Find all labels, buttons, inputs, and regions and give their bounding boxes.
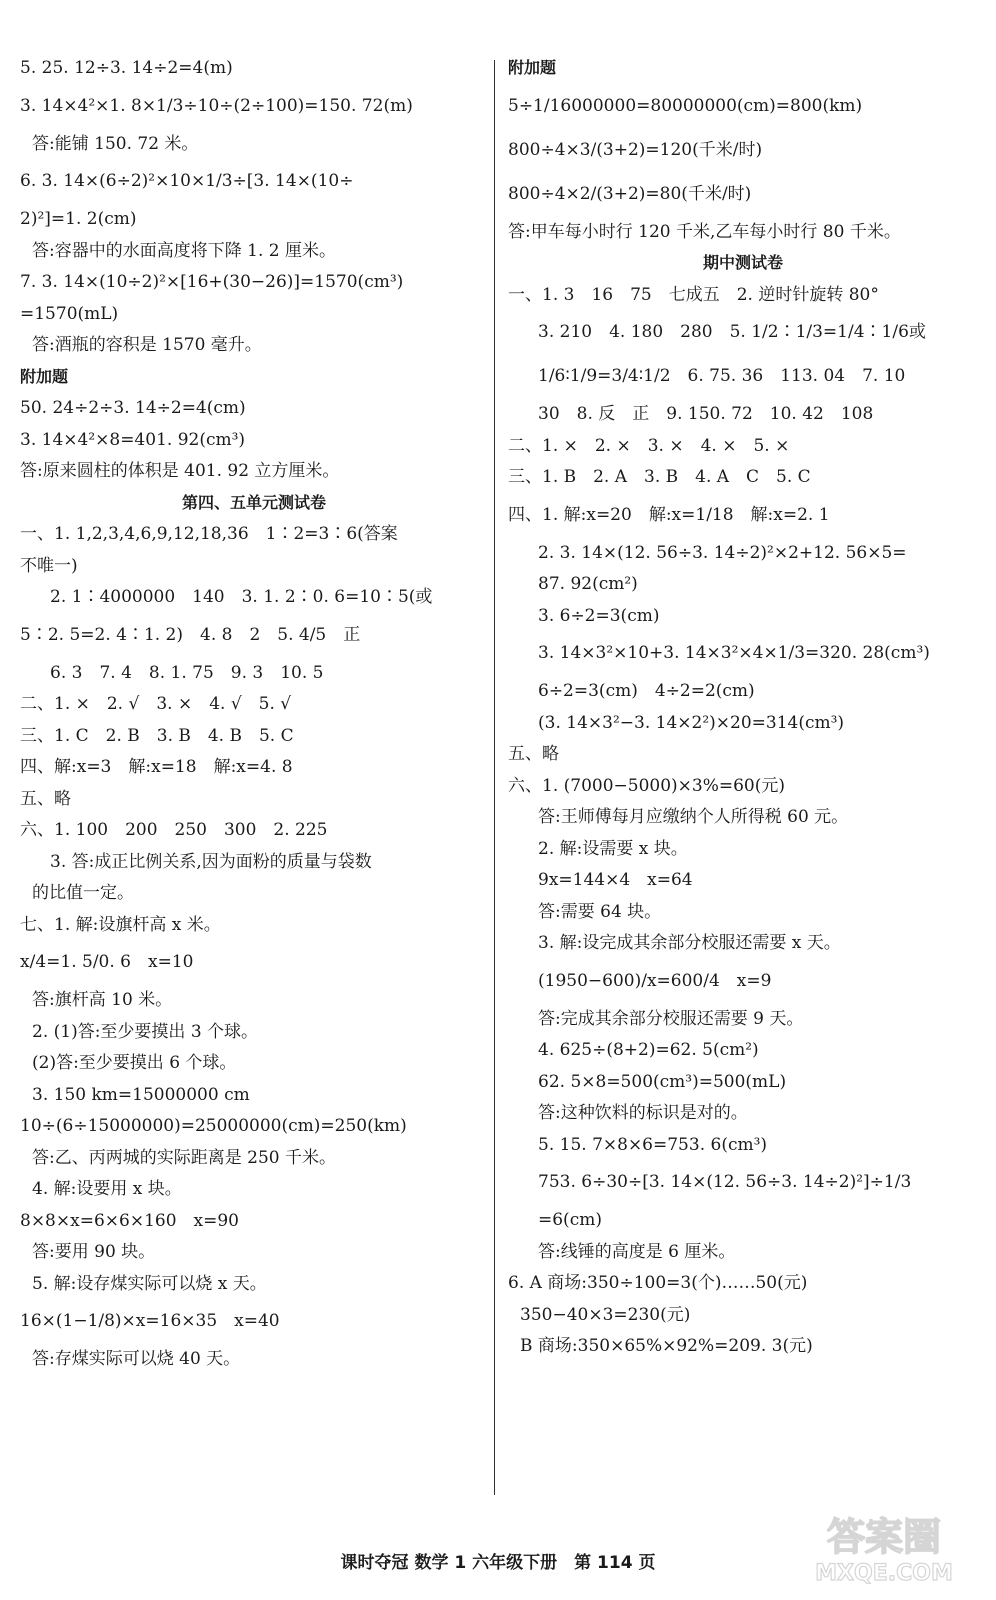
answer-line: 3. 210 4. 180 280 5. 1/2∶1/3=1/4∶1/6或 [538,322,926,342]
right-column [508,52,978,1362]
answer-line: 答:存煤实际可以烧 40 天。 [32,1349,241,1369]
answer-line: 50. 24÷2÷3. 14÷2=4(cm) [20,398,246,418]
watermark-logo [784,1506,984,1586]
answer-line: 一、1. 3 16 75 七成五 2. 逆时针旋转 80° [508,284,879,305]
answer-line: 2)²]=1. 2(cm) [20,209,137,229]
answer-line: 87. 92(cm²) [538,574,638,594]
answer-line: 的比值一定。 [32,883,134,903]
answer-line: 五、略 [20,788,71,809]
answer-line: 3. 14×4²×8=401. 92(cm³) [20,429,246,450]
answer-line: 2. 3. 14×(12. 56÷3. 14÷2)²×2+12. 56×5= [538,542,907,563]
column-divider [494,60,495,1495]
answer-line: 4. 625÷(8+2)=62. 5(cm²) [538,1040,759,1060]
answer-line: 二、1. × 2. × 3. × 4. × 5. × [508,435,790,456]
answer-line: 800÷4×3/(3+2)=120(千米/时) [508,139,763,160]
answer-line: 答:酒瓶的容积是 1570 毫升。 [32,335,262,355]
watermark-url: MXQE.COM [815,1561,953,1586]
answer-line: 四、1. 解:x=20 解:x=1/18 解:x=2. 1 [508,504,830,525]
answer-line: (3. 14×3²−3. 14×2²)×20=314(cm³) [538,712,845,733]
answer-line: 5÷1/16000000=80000000(cm)=800(km) [508,95,863,116]
answer-line: 4. 解:设要用 x 块。 [32,1179,182,1199]
answer-line: 答:乙、丙两城的实际距离是 250 千米。 [32,1147,336,1168]
answer-line: 答:容器中的水面高度将下降 1. 2 厘米。 [32,240,336,261]
answer-line: 答:原来圆柱的体积是 401. 92 立方厘米。 [20,461,340,481]
answer-line: 62. 5×8=500(cm³)=500(mL) [538,1071,787,1092]
answer-line: 附加题 [508,58,557,77]
answer-line: 二、1. × 2. √ 3. × 4. √ 5. √ [20,694,292,714]
answer-line: 答:旗杆高 10 米。 [32,990,173,1010]
answer-line: 2. (1)答:至少要摸出 3 个球。 [32,1021,259,1042]
answer-line: 第四、五单元测试卷 [181,492,326,512]
answer-line: 7. 3. 14×(10÷2)²×[16+(30−26)]=1570(cm³) [20,272,404,292]
answer-line: 5∶2. 5=2. 4∶1. 2) 4. 8 2 5. 4/5 正 [20,624,361,645]
answer-line: 五、略 [508,744,559,764]
answer-line: 答:这种饮料的标识是对的。 [538,1103,748,1123]
answer-line: 四、解:x=3 解:x=18 解:x=4. 8 [20,757,293,777]
answer-line: 5. 15. 7×8×6=753. 6(cm³) [538,1134,768,1155]
answer-line: 3. 6÷2=3(cm) [538,605,660,626]
answer-line: =6(cm) [538,1210,602,1230]
answer-line: 2. 解:设需要 x 块。 [538,838,688,859]
answer-line: 6. 3. 14×(6÷2)²×10×1/3÷[3. 14×(10÷ [20,171,354,191]
answer-line: 5. 解:设存煤实际可以烧 x 天。 [32,1273,267,1294]
answer-line: 800÷4×2/(3+2)=80(千米/时) [508,183,752,204]
answer-line: 答:线锤的高度是 6 厘米。 [538,1241,736,1262]
answer-line: =1570(mL) [20,303,119,324]
answer-line: 10÷(6÷15000000)=25000000(cm)=250(km) [20,1116,407,1136]
answer-line: B 商场:350×65%×92%=209. 3(元) [520,1336,813,1356]
answer-line: 答:要用 90 块。 [32,1242,156,1262]
left-column [20,52,488,1375]
answer-line: 16×(1−1/8)×x=16×35 x=40 [20,1311,280,1331]
answer-line: 七、1. 解:设旗杆高 x 米。 [20,914,221,935]
answer-line: 30 8. 反 正 9. 150. 72 10. 42 108 [538,404,874,424]
answer-line: 答:能铺 150. 72 米。 [32,133,199,154]
answer-line: 6÷2=3(cm) 4÷2=2(cm) [538,681,755,701]
answer-line: 753. 6÷30÷[3. 14×(12. 56÷3. 14÷2)²]÷1/3 [538,1172,912,1192]
answer-line: 3. 答:成正比例关系,因为面粉的质量与袋数 [50,851,372,872]
answer-line: 不唯一) [20,555,78,576]
answer-line: 5. 25. 12÷3. 14÷2=4(m) [20,58,233,78]
answer-line: 一、1. 1,2,3,4,6,9,12,18,36 1∶2=3∶6(答案 [20,524,398,544]
answer-line: 三、1. C 2. B 3. B 4. B 5. C [20,725,294,746]
answer-line: (2)答:至少要摸出 6 个球。 [32,1053,237,1073]
answer-line: 六、1. 100 200 250 300 2. 225 [20,820,328,840]
answer-line: 答:需要 64 块。 [538,901,662,922]
answer-line: 附加题 [20,366,69,386]
answer-line: 3. 150 km=15000000 cm [32,1084,250,1105]
answer-line: 答:甲车每小时行 120 千米,乙车每小时行 80 千米。 [508,221,901,242]
answer-line: x/4=1. 5/0. 6 x=10 [20,952,194,972]
answer-line: 答:完成其余部分校服还需要 9 天。 [538,1008,804,1029]
answer-line: 2. 1∶4000000 140 3. 1. 2∶0. 6=10∶5(或 [50,587,433,607]
answer-line: 3. 14×4²×1. 8×1/3÷10÷(2÷100)=150. 72(m) [20,95,413,116]
page-footer: 课时夺冠 数学 1 六年级下册 第 114 页 [340,1553,656,1573]
answer-line: 期中测试卷 [702,253,783,272]
answer-line: 3. 14×3²×10+3. 14×3²×4×1/3=320. 28(cm³) [538,643,930,663]
watermark-title: 答案圈 [826,1515,942,1559]
answer-line: 三、1. B 2. A 3. B 4. A C 5. C [508,467,811,487]
answer-line: 8×8×x=6×6×160 x=90 [20,1210,239,1231]
answer-line: 答:王师傅每月应缴纳个人所得税 60 元。 [538,807,849,827]
answer-line: 9x=144×4 x=64 [538,870,693,890]
answer-line: 6. A 商场:350÷100=3(个)……50(元) [508,1273,808,1293]
answer-line: 350−40×3=230(元) [520,1304,691,1325]
answer-line: (1950−600)/x=600/4 x=9 [538,970,772,991]
answer-line: 六、1. (7000−5000)×3%=60(元) [508,775,786,796]
answer-line: 6. 3 7. 4 8. 1. 75 9. 3 10. 5 [50,662,324,683]
answer-line: 3. 解:设完成其余部分校服还需要 x 天。 [538,933,841,953]
answer-line: 1/6∶1/9=3/4∶1/2 6. 75. 36 113. 04 7. 10 [538,366,906,386]
